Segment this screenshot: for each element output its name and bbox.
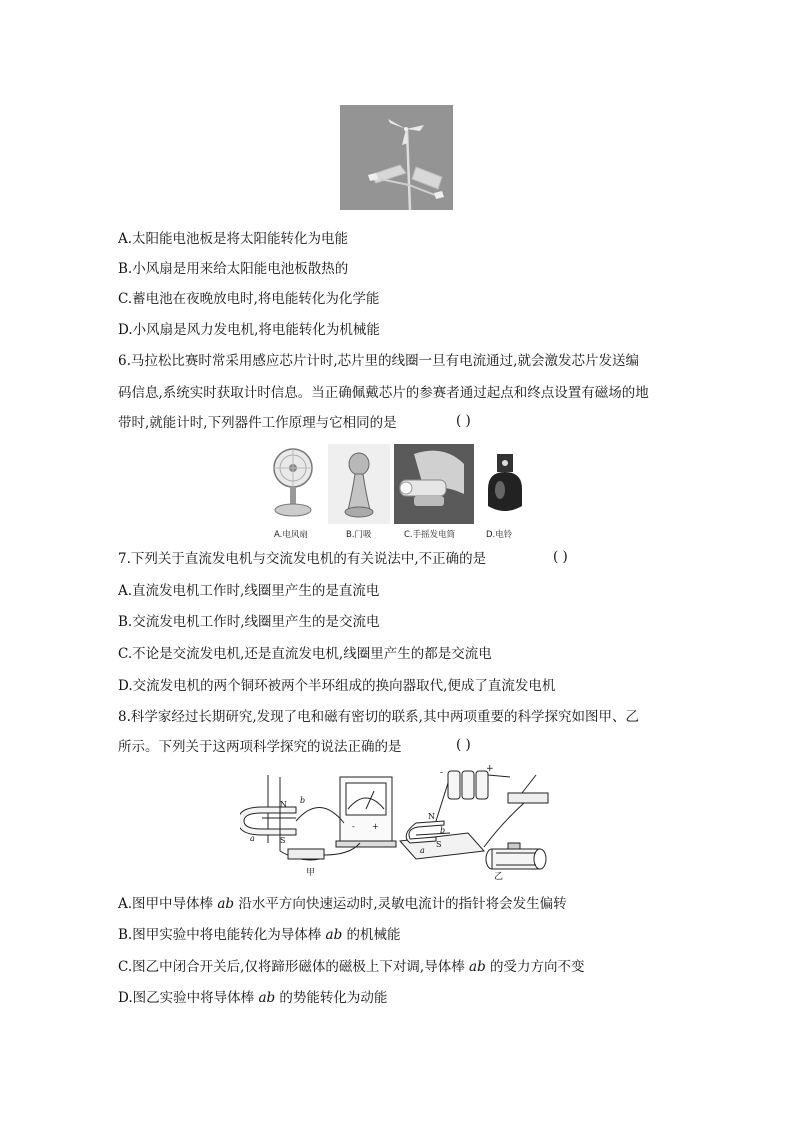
q8-option-c — [118, 957, 585, 977]
q6-caption-c: C.手摇发电筒 — [404, 530, 456, 540]
q8-option-c-post: 的受力方向不变 — [485, 959, 585, 975]
q7-option-d: D.交流发电机的两个铜环被两个半环组成的换向器取代,便成了直流发电机 — [118, 678, 556, 694]
experiment-jia-diagram — [240, 775, 396, 860]
label-jia: 甲 — [306, 868, 316, 878]
label-minus-jia: - — [352, 822, 355, 831]
q6-stem-line-3: 带时,就能计时,下列器件工作原理与它相同的是 — [118, 415, 397, 431]
q8-option-c-var: ab — [469, 959, 486, 975]
q8-option-a-pre: A.图甲中导体棒 — [118, 896, 218, 912]
q8-option-b-post: 的机械能 — [342, 927, 401, 943]
label-b-yi: b — [440, 826, 446, 835]
q8-option-c-pre: C.图乙中闭合开关后,仅将蹄形磁体的磁极上下对调,导体棒 — [118, 959, 470, 975]
q8-option-a-post: 沿水平方向快速运动时,灵敏电流计的指针将会发生偏转 — [234, 896, 567, 912]
wind-solar-streetlight-icon — [340, 105, 453, 210]
q7-option-a: A.直流发电机工作时,线圈里产生的是直流电 — [118, 583, 380, 599]
door-stopper-icon — [328, 444, 390, 524]
q8-stem-line-2: 所示。下列关于这两项科学探究的说法正确的是 — [118, 739, 402, 755]
label-minus-yi: - — [440, 768, 444, 778]
label-b-jia: b — [300, 796, 306, 805]
label-plus-yi: + — [486, 764, 494, 774]
electric-fan-icon — [262, 444, 324, 524]
q8-figure — [240, 763, 560, 881]
q5-option-b: B.小风扇是用来给太阳能电池板散热的 — [118, 261, 349, 277]
q5-option-a: A.太阳能电池板是将太阳能转化为电能 — [118, 231, 349, 247]
q8-option-d-var: ab — [258, 990, 276, 1006]
label-a-yi: a — [420, 846, 425, 855]
q8-answer-paren: ( ) — [456, 737, 471, 753]
top-figure — [340, 105, 453, 210]
q7-option-b: B.交流发电机工作时,线圈里产生的是交流电 — [118, 614, 380, 630]
label-S-yi: S — [436, 840, 442, 849]
q6-caption-b: B.门吸 — [346, 530, 372, 540]
q8-option-a-var: ab — [217, 896, 235, 912]
q6-caption-d: D.电铃 — [486, 530, 513, 540]
label-N-jia: N — [280, 800, 287, 809]
label-plus-jia: + — [372, 822, 379, 831]
q8-option-a — [118, 894, 567, 914]
label-a-jia: a — [250, 834, 255, 843]
q8-stem-line-1: 8.科学家经过长期研究,发现了电和磁有密切的联系,其中两项重要的科学探究如图甲、乙 — [118, 709, 639, 725]
q6-answer-paren: ( ) — [456, 413, 471, 429]
label-N-yi: N — [428, 812, 435, 821]
q6-stem-line-2: 码信息,系统实时获取计时信息。当正确佩戴芯片的参赛者通过起点和终点设置有磁场的地 — [118, 385, 649, 401]
q8-option-d — [118, 988, 387, 1008]
q6-caption-a: A.电风扇 — [274, 530, 308, 540]
q6-stem-line-1: 6.马拉松比赛时常采用感应芯片计时,芯片里的线圈一旦有电流通过,就会激发芯片发送编 — [118, 353, 639, 369]
q8-option-b — [118, 925, 401, 945]
q8-option-d-pre: D.图乙实验中将导体棒 — [118, 990, 259, 1006]
q6-option-images — [262, 444, 532, 544]
label-yi: 乙 — [494, 872, 504, 881]
q8-option-b-pre: B.图甲实验中将电能转化为导体棒 — [118, 927, 326, 943]
q8-option-d-post: 的势能转化为动能 — [275, 990, 388, 1006]
q5-option-c: C.蓄电池在夜晚放电时,将电能转化为化学能 — [118, 291, 380, 307]
q8-option-b-var: ab — [325, 927, 343, 943]
q7-option-c: C.不论是交流发电机,还是直流发电机,线圈里产生的都是交流电 — [118, 646, 492, 662]
label-S-jia: S — [280, 836, 286, 845]
q5-option-d: D.小风扇是风力发电机,将电能转化为机械能 — [118, 322, 380, 338]
q7-stem: 7.下列关于直流发电机与交流发电机的有关说法中,不正确的是 — [118, 551, 487, 567]
electric-bell-icon — [478, 444, 532, 524]
hand-crank-flashlight-icon — [394, 444, 474, 524]
q7-answer-paren: ( ) — [553, 549, 568, 565]
